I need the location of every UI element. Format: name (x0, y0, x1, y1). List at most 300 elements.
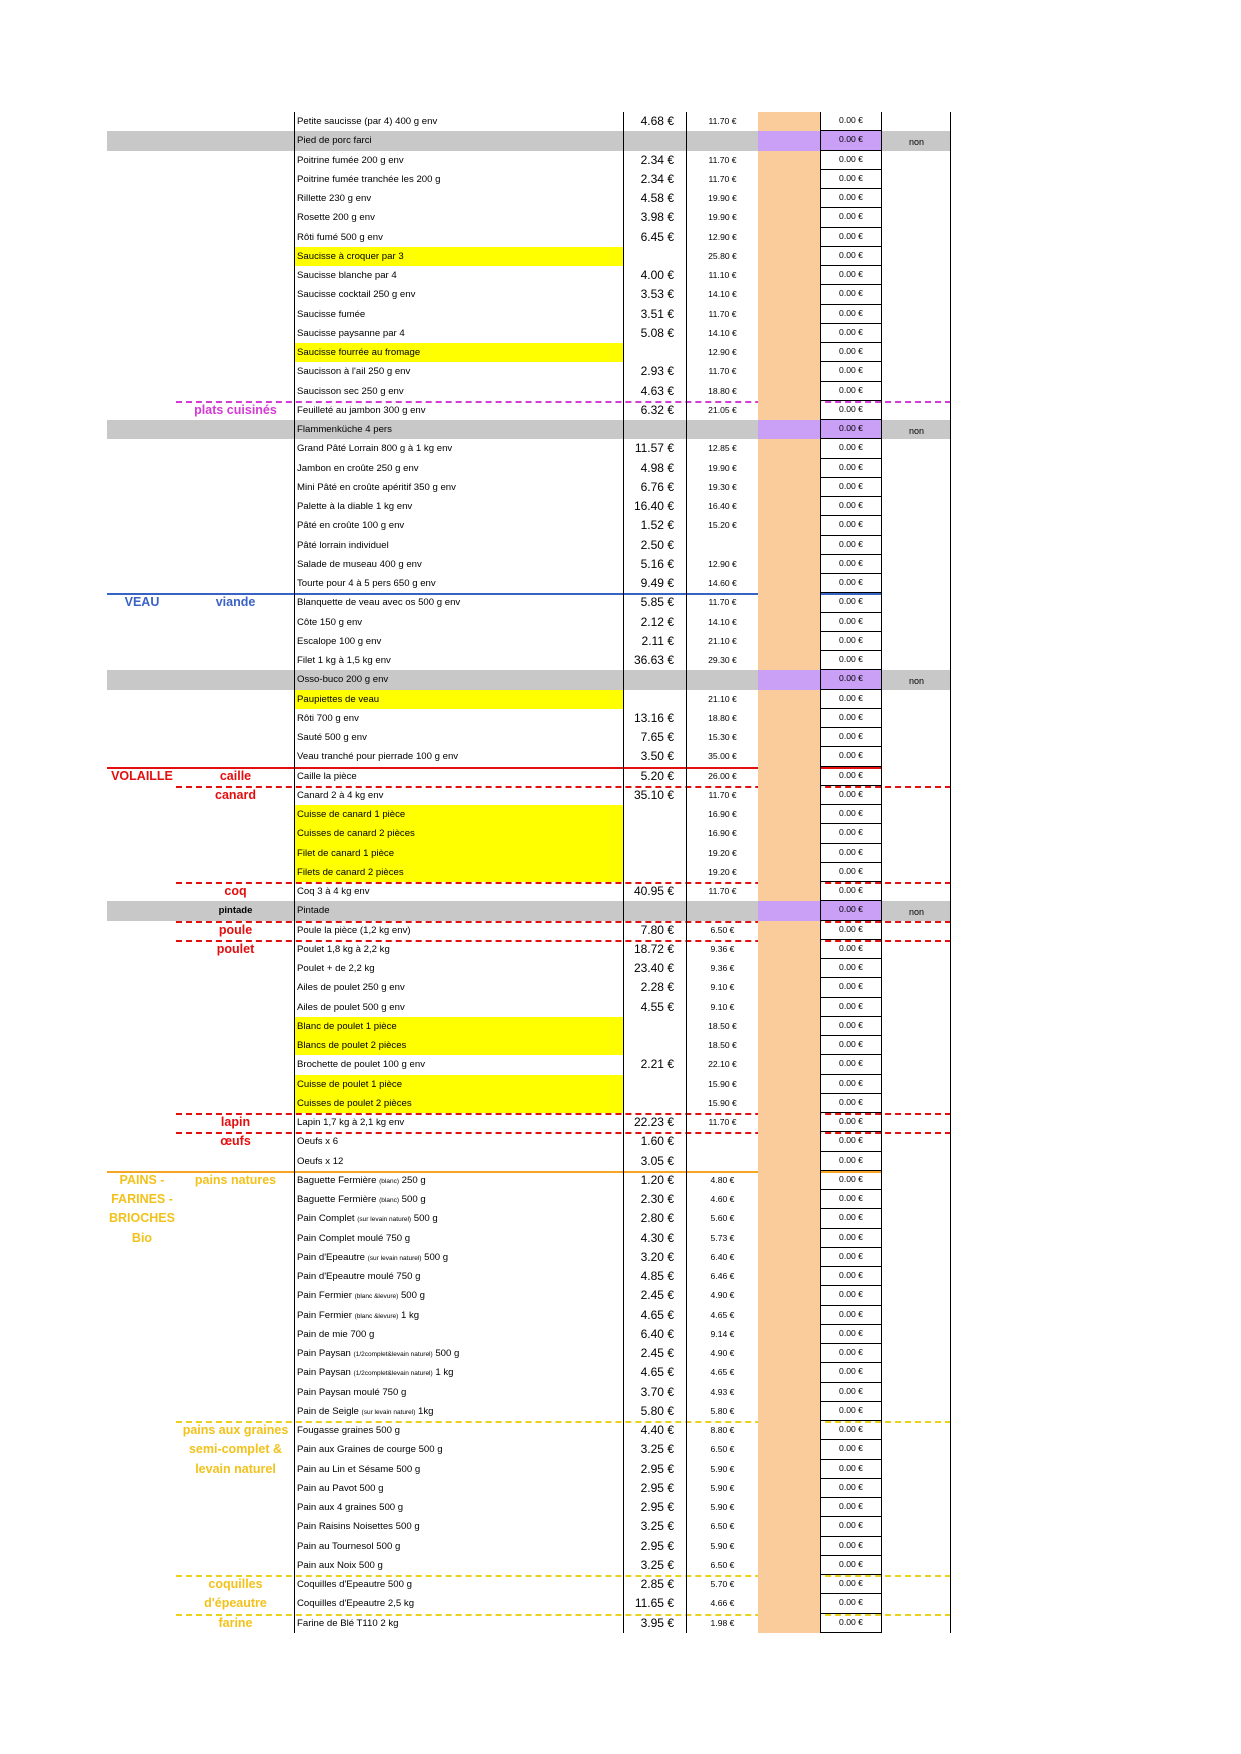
product-row (0, 1363, 1241, 1382)
line-total: 0.00 € (820, 1460, 882, 1479)
quantity-input[interactable] (758, 1440, 820, 1459)
quantity-input[interactable] (758, 305, 820, 324)
product-name (294, 1171, 623, 1190)
product-name-text: Poulet + de 2,2 kg (297, 963, 375, 974)
price-per-kg: 9.14 € (686, 1325, 758, 1344)
availability-flag (882, 1152, 951, 1171)
quantity-input[interactable] (758, 1614, 820, 1633)
quantity-input[interactable] (758, 1248, 820, 1267)
right-border (950, 1190, 951, 1209)
product-note: (1/2complet&levain naturel) (353, 1370, 433, 1378)
product-row (0, 1132, 1241, 1151)
quantity-input[interactable] (758, 1556, 820, 1575)
unit-price: 11.65 € (623, 1594, 686, 1613)
line-total: 0.00 € (820, 343, 882, 362)
quantity-input[interactable] (758, 651, 820, 670)
quantity-input[interactable] (758, 613, 820, 632)
availability-flag: non (882, 670, 951, 689)
category-label (107, 690, 177, 709)
unit-price: 6.40 € (623, 1325, 686, 1344)
line-total: 0.00 € (820, 844, 882, 863)
quantity-input[interactable] (758, 882, 820, 901)
unit-price: 2.50 € (623, 536, 686, 555)
availability-flag (882, 786, 951, 805)
quantity-input[interactable] (758, 1286, 820, 1305)
subcategory-label (177, 959, 294, 978)
quantity-input[interactable] (758, 1479, 820, 1498)
quantity-input[interactable] (758, 959, 820, 978)
quantity-input[interactable] (758, 1036, 820, 1055)
product-weight: 1 kg (398, 1309, 420, 1321)
line-total: 0.00 € (820, 1363, 882, 1382)
quantity-input[interactable] (758, 1113, 820, 1132)
product-name-text: Pain aux Graines de courge 500 g (297, 1444, 443, 1456)
product-row (0, 497, 1241, 516)
category-label (107, 1460, 177, 1479)
price-per-kg: 16.90 € (686, 824, 758, 843)
subcategory-label (177, 420, 294, 439)
product-name-text: Pain aux 4 graines 500 g (297, 1502, 404, 1513)
right-border (950, 901, 951, 920)
unit-price: 4.40 € (623, 1421, 686, 1440)
price-per-kg: 21.10 € (686, 690, 758, 709)
right-border (950, 1325, 951, 1344)
line-total: 0.00 € (820, 247, 882, 266)
quantity-input[interactable] (758, 921, 820, 940)
unit-price: 4.30 € (623, 1229, 686, 1248)
quantity-input[interactable] (758, 247, 820, 266)
quantity-input[interactable] (758, 1152, 820, 1171)
product-name (294, 1383, 623, 1402)
product-name-text: Pain Paysan (297, 1348, 354, 1359)
price-per-kg: 19.20 € (686, 863, 758, 882)
unit-price (623, 1036, 686, 1055)
product-row (0, 516, 1241, 535)
category-label (107, 747, 177, 766)
quantity-input[interactable] (758, 1017, 820, 1036)
subcategory-label (177, 1190, 294, 1209)
availability-flag (882, 1286, 951, 1305)
quantity-input[interactable] (758, 1402, 820, 1421)
subcategory-label (177, 1517, 294, 1536)
quantity-input[interactable] (758, 805, 820, 824)
price-per-kg: 18.80 € (686, 382, 758, 401)
price-per-kg: 15.30 € (686, 728, 758, 747)
product-name-text: Paupiettes de veau (297, 693, 380, 705)
price-per-kg (686, 1132, 758, 1151)
price-per-kg: 15.90 € (686, 1094, 758, 1113)
product-name-text: Pintade (297, 905, 330, 917)
availability-flag (882, 1517, 951, 1536)
price-per-kg: 5.60 € (686, 1209, 758, 1228)
product-name (294, 305, 623, 324)
quantity-input[interactable] (758, 343, 820, 362)
subcategory-label: canard (215, 787, 256, 802)
subcategory-label (177, 863, 294, 882)
quantity-input[interactable] (758, 901, 820, 920)
right-border (950, 285, 951, 304)
right-border (950, 1229, 951, 1248)
quantity-input[interactable] (758, 401, 820, 420)
quantity-input[interactable] (758, 439, 820, 458)
quantity-input[interactable] (758, 459, 820, 478)
quantity-input[interactable] (758, 709, 820, 728)
category-label (107, 805, 177, 824)
quantity-input[interactable] (758, 747, 820, 766)
product-name (294, 189, 623, 208)
category-label (107, 497, 177, 516)
product-name (294, 1460, 623, 1479)
product-name (294, 1190, 623, 1209)
quantity-input[interactable] (758, 1517, 820, 1536)
product-row (0, 1094, 1241, 1113)
product-name-text: Fougasse graines 500 g (297, 1425, 400, 1436)
quantity-input[interactable] (758, 1363, 820, 1382)
quantity-input[interactable] (758, 131, 820, 150)
product-weight: 500 g (399, 1194, 426, 1205)
subcategory-label (177, 1152, 294, 1171)
right-border (950, 439, 951, 458)
subcategory-label (177, 208, 294, 227)
subcategory-label (177, 266, 294, 285)
right-border (950, 516, 951, 535)
product-name (294, 1036, 623, 1055)
category-label (107, 131, 177, 150)
product-name (294, 921, 623, 940)
quantity-input[interactable] (758, 555, 820, 574)
unit-price: 6.32 € (623, 401, 686, 420)
product-name (294, 940, 623, 959)
product-name (294, 1614, 623, 1633)
price-per-kg: 12.90 € (686, 228, 758, 247)
right-border (950, 690, 951, 709)
category-label (107, 1132, 177, 1151)
price-per-kg: 8.80 € (686, 1421, 758, 1440)
price-per-kg: 4.65 € (686, 1363, 758, 1382)
subcategory-label: viande (215, 595, 256, 610)
quantity-input[interactable] (758, 1460, 820, 1479)
product-name (294, 112, 623, 131)
product-row (0, 940, 1241, 959)
unit-price: 5.20 € (623, 767, 686, 786)
availability-flag (882, 1421, 951, 1440)
product-name-text: Veau tranché pour pierrade 100 g env (297, 751, 459, 763)
quantity-input[interactable] (758, 1094, 820, 1113)
quantity-input[interactable] (758, 767, 820, 786)
product-name (294, 208, 623, 227)
product-note: (sur levain naturel) (357, 1216, 412, 1224)
price-per-kg: 11.70 € (686, 151, 758, 170)
product-name-text: Saucisse cocktail 250 g env (297, 289, 416, 301)
right-border (950, 940, 951, 959)
line-total: 0.00 € (820, 1113, 882, 1132)
quantity-input[interactable] (758, 382, 820, 401)
category-label (107, 1075, 177, 1094)
quantity-input[interactable] (758, 978, 820, 997)
product-name (294, 1517, 623, 1536)
subcategory-label: pintade (177, 901, 294, 920)
quantity-input[interactable] (758, 863, 820, 882)
right-border (950, 459, 951, 478)
product-row (0, 439, 1241, 458)
product-name-text: Pain Complet moulé 750 g (297, 1232, 411, 1244)
price-per-kg: 6.46 € (686, 1267, 758, 1286)
quantity-input[interactable] (758, 940, 820, 959)
quantity-input[interactable] (758, 1421, 820, 1440)
product-row (0, 343, 1241, 362)
quantity-input[interactable] (758, 1075, 820, 1094)
right-border (950, 382, 951, 401)
subcategory-label (177, 170, 294, 189)
product-name (294, 1094, 623, 1113)
quantity-input[interactable] (758, 420, 820, 439)
availability-flag (882, 305, 951, 324)
product-row (0, 613, 1241, 632)
availability-flag (882, 593, 951, 612)
price-per-kg: 18.80 € (686, 709, 758, 728)
category-label (107, 1344, 177, 1363)
right-border (950, 1537, 951, 1556)
product-row (0, 1267, 1241, 1286)
quantity-input[interactable] (758, 1209, 820, 1228)
price-per-kg: 4.66 € (686, 1594, 758, 1613)
product-row (0, 1306, 1241, 1325)
product-name-text: Pain Complet (297, 1213, 358, 1225)
quantity-input[interactable] (758, 285, 820, 304)
unit-price: 2.30 € (623, 1190, 686, 1209)
product-name (294, 1055, 623, 1074)
right-border (950, 228, 951, 247)
line-total: 0.00 € (820, 131, 882, 150)
quantity-input[interactable] (758, 228, 820, 247)
right-border (950, 670, 951, 689)
quantity-input[interactable] (758, 1575, 820, 1594)
right-border (950, 1152, 951, 1171)
price-per-kg: 14.10 € (686, 285, 758, 304)
availability-flag (882, 266, 951, 285)
subcategory-label (177, 285, 294, 304)
unit-price: 4.65 € (623, 1306, 686, 1325)
quantity-input[interactable] (758, 728, 820, 747)
category-label (107, 1113, 177, 1132)
product-name (294, 824, 623, 843)
category-label (107, 940, 177, 959)
category-label (107, 247, 177, 266)
right-border (950, 786, 951, 805)
quantity-input[interactable] (758, 786, 820, 805)
line-total: 0.00 € (820, 1171, 882, 1190)
subcategory-label (177, 555, 294, 574)
product-row (0, 382, 1241, 401)
price-per-kg: 4.60 € (686, 1190, 758, 1209)
category-label (107, 1055, 177, 1074)
quantity-input[interactable] (758, 593, 820, 612)
quantity-input[interactable] (758, 1190, 820, 1209)
product-name-text: Pain au Lin et Sésame 500 g (297, 1463, 421, 1475)
unit-price: 4.65 € (623, 1363, 686, 1382)
category-label (107, 998, 177, 1017)
product-name-text: Blanquette de veau avec os 500 g env (297, 597, 461, 609)
subcategory-label (177, 844, 294, 863)
product-row (0, 767, 1241, 786)
price-per-kg: 19.30 € (686, 478, 758, 497)
quantity-input[interactable] (758, 1171, 820, 1190)
product-name-text: Pain de Seigle (297, 1405, 362, 1417)
product-row (0, 632, 1241, 651)
unit-price: 6.45 € (623, 228, 686, 247)
product-row (0, 1152, 1241, 1171)
product-row (0, 478, 1241, 497)
quantity-input[interactable] (758, 1229, 820, 1248)
quantity-input[interactable] (758, 670, 820, 689)
quantity-input[interactable] (758, 690, 820, 709)
product-name-text: Saucisse fumée (297, 308, 366, 320)
quantity-input[interactable] (758, 1306, 820, 1325)
quantity-input[interactable] (758, 1325, 820, 1344)
product-note: (blanc) (379, 1177, 399, 1185)
product-name-text: Poule la pièce (1,2 kg env) (297, 924, 411, 936)
right-border (950, 1440, 951, 1459)
availability-flag (882, 1171, 951, 1190)
right-border (950, 709, 951, 728)
quantity-input[interactable] (758, 362, 820, 381)
quantity-input[interactable] (758, 112, 820, 131)
quantity-input[interactable] (758, 632, 820, 651)
quantity-input[interactable] (758, 998, 820, 1017)
quantity-input[interactable] (758, 1537, 820, 1556)
line-total: 0.00 € (820, 882, 882, 901)
availability-flag (882, 1363, 951, 1382)
product-row (0, 1556, 1241, 1575)
right-border (950, 1055, 951, 1074)
right-border (950, 362, 951, 381)
subcategory-label (177, 228, 294, 247)
quantity-input[interactable] (758, 1267, 820, 1286)
quantity-input[interactable] (758, 1055, 820, 1074)
availability-flag (882, 1306, 951, 1325)
price-per-kg: 11.70 € (686, 305, 758, 324)
subcategory-label (177, 1344, 294, 1363)
quantity-input[interactable] (758, 1594, 820, 1613)
availability-flag (882, 1075, 951, 1094)
quantity-input[interactable] (758, 1383, 820, 1402)
availability-flag (882, 824, 951, 843)
product-row (0, 574, 1241, 593)
product-name-text: Filet de canard 1 pièce (297, 847, 395, 859)
quantity-input[interactable] (758, 151, 820, 170)
product-name (294, 439, 623, 458)
subcategory-label (177, 709, 294, 728)
subcategory-label: d'épeautre (204, 1596, 267, 1611)
product-row (0, 1517, 1241, 1536)
quantity-input[interactable] (758, 1498, 820, 1517)
subcategory-label: pains aux graines (182, 1423, 289, 1437)
subcategory-label: caille (219, 768, 252, 783)
quantity-input[interactable] (758, 324, 820, 343)
price-per-kg: 26.00 € (686, 767, 758, 786)
product-name-text: Oeufs x 6 (297, 1136, 339, 1148)
subcategory-label: poulet (216, 941, 255, 956)
subcategory-label: semi-complet & (188, 1442, 283, 1457)
quantity-input[interactable] (758, 844, 820, 863)
quantity-input[interactable] (758, 1132, 820, 1151)
product-row (0, 882, 1241, 901)
availability-flag (882, 574, 951, 593)
availability-flag (882, 921, 951, 940)
line-total: 0.00 € (820, 728, 882, 747)
quantity-input[interactable] (758, 170, 820, 189)
quantity-input[interactable] (758, 189, 820, 208)
product-name (294, 844, 623, 863)
subcategory-label (177, 131, 294, 150)
product-name-text: Pain Fermier (297, 1309, 355, 1321)
quantity-input[interactable] (758, 574, 820, 593)
quantity-input[interactable] (758, 1344, 820, 1363)
subcategory-label (177, 613, 294, 632)
subcategory-label (177, 805, 294, 824)
price-per-kg: 14.60 € (686, 574, 758, 593)
product-name-text: Mini Pâté en croûte apéritif 350 g env (297, 481, 456, 493)
unit-price (623, 247, 686, 266)
quantity-input[interactable] (758, 536, 820, 555)
product-name (294, 593, 623, 612)
product-row (0, 324, 1241, 343)
quantity-input[interactable] (758, 266, 820, 285)
product-name-text: Flammenküche 4 pers (297, 424, 392, 435)
product-name-text: Tourte pour 4 à 5 pers 650 g env (297, 578, 436, 589)
product-name (294, 978, 623, 997)
category-label (107, 824, 177, 843)
right-border (950, 343, 951, 362)
product-weight: 500 g (398, 1290, 425, 1302)
product-name (294, 805, 623, 824)
product-row (0, 1614, 1241, 1633)
unit-price: 4.85 € (623, 1267, 686, 1286)
unit-price (623, 863, 686, 882)
subcategory-label (177, 728, 294, 747)
right-border (950, 1498, 951, 1517)
unit-price: 2.95 € (623, 1498, 686, 1517)
product-name-text: Brochette de poulet 100 g env (297, 1059, 426, 1071)
quantity-input[interactable] (758, 497, 820, 516)
unit-price: 7.65 € (623, 728, 686, 747)
right-border (950, 1614, 951, 1633)
line-total: 0.00 € (820, 613, 882, 632)
price-per-kg: 5.90 € (686, 1498, 758, 1517)
availability-flag (882, 478, 951, 497)
right-border (950, 1421, 951, 1440)
price-per-kg: 9.10 € (686, 978, 758, 997)
quantity-input[interactable] (758, 478, 820, 497)
product-row (0, 593, 1241, 612)
quantity-input[interactable] (758, 208, 820, 227)
line-total: 0.00 € (820, 940, 882, 959)
category-label (107, 1498, 177, 1517)
line-total: 0.00 € (820, 439, 882, 458)
product-name (294, 555, 623, 574)
product-name (294, 901, 623, 920)
price-per-kg: 11.70 € (686, 593, 758, 612)
quantity-input[interactable] (758, 516, 820, 535)
subcategory-label (177, 1036, 294, 1055)
product-name-text: Poitrine fumée 200 g env (297, 154, 404, 166)
product-row (0, 1421, 1241, 1440)
availability-flag (882, 555, 951, 574)
quantity-input[interactable] (758, 824, 820, 843)
line-total: 0.00 € (820, 1556, 882, 1575)
category-label (107, 613, 177, 632)
price-per-kg: 6.50 € (686, 921, 758, 940)
